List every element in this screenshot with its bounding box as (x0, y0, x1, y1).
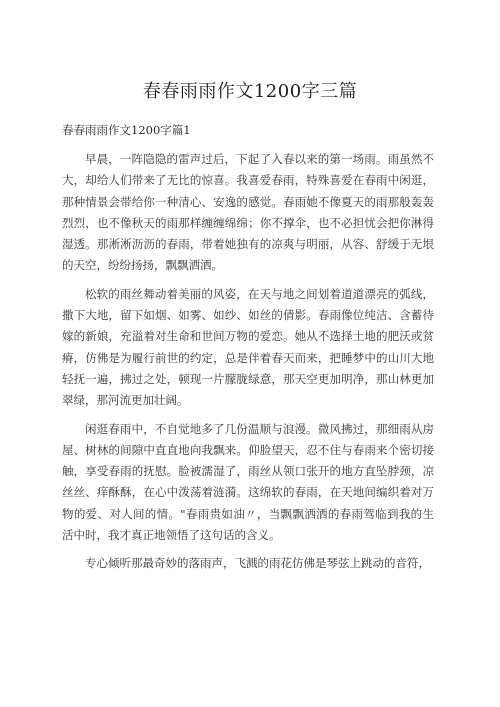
document-body (62, 149, 434, 582)
document-title: 春春雨雨作文1200字三篇 (142, 81, 358, 102)
section-heading: 春春雨雨作文1200字篇1 (62, 123, 191, 137)
paragraph-4: 专心倾听那最奇妙的落雨声，飞溅的雨花仿佛是琴弦上跳动的音符， (85, 556, 430, 571)
paragraph-1: 早晨，一阵隐隐的雷声过后，下起了入春以来的第一场雨。雨虽然不大，却给人们带来了无比的惊喜。我喜爱春雨，特殊喜爱在春雨中闲逛，那种情景会带给你一种清心、安逸的感觉。春雨她不像夏天的雨那般轰轰烈烈，也不像秋天的雨那样缠缠绵绵；你不撑伞，也不必担忧会把你淋得湿透。那淅淅沥沥的春雨，带着她独有的凉爽与明丽，从容、舒缓于无垠的天空，纷纷扬扬，飘飘洒洒。 (62, 152, 434, 273)
paragraph-3: 闲逛春雨中，不自觉地多了几份温顺与浪漫。微风拂过，那细雨从房屋、树林的间隙中直直地向我飘来。仰脸望天，忍不住与春雨来个密切接触，享受春雨的抚慰。脸被濡湿了，雨丝从领口张开的地方直坠脖颈，凉丝丝、痒酥酥，在心中泼荡着涟漪。这绵软的春雨，在天地间编织着对万物的爱、对人间的情。"春雨贵如油〃，当飘飘洒洒的春雨驾临到我的生活中时，我才真正地领悟了这句话的含义。 (62, 421, 434, 543)
paragraph-2: 松软的雨丝舞动着美丽的风姿，在天与地之间划着道道漂亮的弧线，撒下大地，留下如烟、如雾、如纱、如丝的倩影。春雨像位纯洁、含蓄待嫁的新娘，充溢着对生命和世间万物的爱恋。她从不选择土地的肥沃或贫瘠，仿佛是为履行前世的约定，总是伴着春天而来，把睡梦中的山川大地轻抚一遍，拂过之处，顿现一片朦胧绿意，那天空更加明净，那山林更加翠绿，那河流更加壮阔。 (62, 286, 434, 408)
